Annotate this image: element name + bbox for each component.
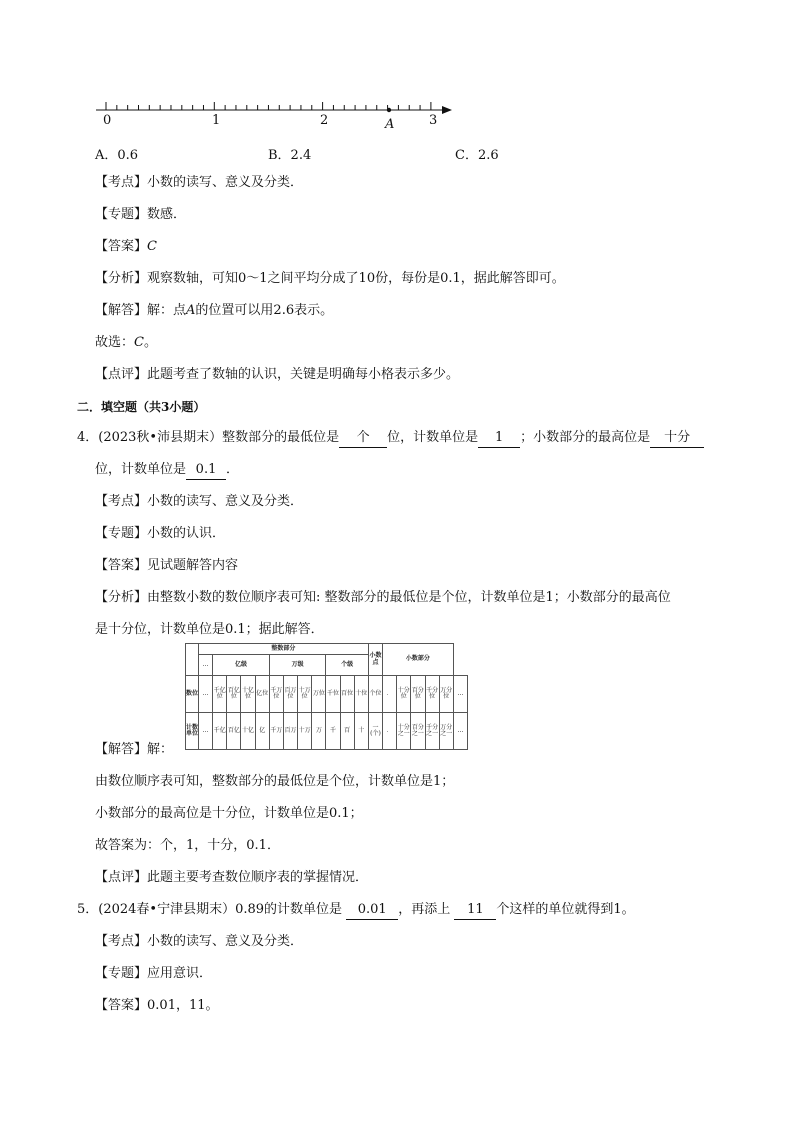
q4-kaodian: 【考点】小数的读写、意义及分类． [95,494,304,509]
place-cell: 万位 [312,676,326,713]
unit-cell: 十亿 [241,713,255,750]
q4-zhuanti: 【专题】小数的认识． [95,526,226,541]
tick-label-2: 2 [320,113,329,128]
number-line [90,96,460,136]
place-cell: 千分位 [425,676,439,713]
group-yi: 亿级 [213,655,270,676]
unit-cell: 千万 [269,713,283,750]
q4-blank-1[interactable]: 个 [339,429,387,448]
q4-stem: 4．(2023秋•沛县期末）整数部分的最低位是 个 位，计数单位是 1 ；小数部分的最高位是 十分 [77,429,704,448]
q3-zhuanti: 【专题】数感． [95,207,187,222]
place-cell: 百分位 [411,676,425,713]
q4-fenxi-cont: 是十分位，计数单位是0.1；据此解答． [95,622,324,637]
place-cell: 十位 [354,676,368,713]
place-cell: 千万位 [269,676,283,713]
unit-cell: 万 [312,713,326,750]
place-cell: … [199,676,213,713]
q5-kaodian: 【考点】小数的读写、意义及分类． [95,934,304,949]
place-cell: 十万位 [298,676,312,713]
point-a-label: A [385,117,395,132]
q4-jieda-1: 由数位顺序表可知，整数部分的最低位是个位，计数单位是1； [95,774,455,789]
q3-fenxi: 【分析】观察数轴，可知0～1之间平均分成了10份，每份是0.1，据此解答即可。 [95,271,565,286]
q4-jieda: 【解答】解： [95,742,174,757]
place-cell: 百亿位 [227,676,241,713]
q4-blank-2[interactable]: 1 [478,429,520,448]
place-cell: ． [383,676,397,713]
unit-cell: ． [383,713,397,750]
place-cell: 个位 [368,676,382,713]
place-cell: 百万位 [283,676,297,713]
q3-guxuan: 故选：C。 [95,335,157,350]
place-cell: 千位 [326,676,340,713]
group-wan: 万级 [269,655,326,676]
unit-cell: 百亿 [227,713,241,750]
q4-daan: 【答案】见试题解答内容 [95,558,239,573]
place-cell: 百位 [340,676,354,713]
unit-cell: … [453,713,467,750]
option-b: B．2.4 [268,148,312,163]
unit-cell: 百万 [283,713,297,750]
unit-cell: 一(个) [368,713,382,750]
option-a: A．0.6 [95,148,139,163]
group-ge: 个级 [326,655,368,676]
q5-blank-1[interactable]: 0.01 [346,901,398,920]
dot-head: 小数点 [368,644,382,676]
q3-daan: 【答案】C [95,239,157,254]
q3-dianping: 【点评】此题考查了数轴的认识，关键是明确每小格表示多少。 [95,367,460,382]
place-cell: 十分位 [397,676,411,713]
q4-blank-4[interactable]: 0.1 [186,461,226,480]
option-c: C．2.6 [455,148,499,163]
unit-cell: 亿 [255,713,269,750]
place-cell: 万分位 [439,676,453,713]
tick-label-0: 0 [103,113,112,128]
q4-fenxi: 【分析】由整数小数的数位顺序表可知: 整数部分的最低位是个位，计数单位是1；小数部分的最高位 [95,590,671,605]
place-value-table [185,643,468,750]
unit-cell: 千分之一 [425,713,439,750]
place-cell: 亿位 [255,676,269,713]
unit-cell: … [199,713,213,750]
row-label-shuwei: 数位 [186,676,199,713]
q5-blank-2[interactable]: 11 [454,901,496,920]
unit-cell: 十分之一 [397,713,411,750]
group-etc: … [199,655,213,676]
q4-dianping: 【点评】此题主要考查数位顺序表的掌握情况． [95,870,369,885]
q4-stem-cont: 位，计数单位是 0.1 ． [95,461,239,480]
unit-cell: 百分之一 [411,713,425,750]
q3-jieda: 【解答】解：点A的位置可以用2.6表示。 [95,303,334,318]
tick-label-3: 3 [429,113,438,128]
int-part-head: 整数部分 [199,644,369,655]
place-cell: 千亿位 [213,676,227,713]
q5-stem: 5．(2024春•宁津县期末）0.89的计数单位是 0.01 ，再添上 11 个这样的单位就得到1。 [77,901,635,920]
unit-cell: 千亿 [213,713,227,750]
q5-daan: 【答案】0.01，11。 [95,998,219,1013]
q4-jieda-2: 小数部分的最高位是十分位，计数单位是0.1； [95,806,363,821]
q4-blank-3[interactable]: 十分 [650,429,704,448]
tick-label-1: 1 [212,113,221,128]
q5-zhuanti: 【专题】应用意识． [95,966,213,981]
q4-jieda-3: 故答案为：个，1，十分，0.1． [95,838,280,853]
place-cell: … [453,676,467,713]
q3-kaodian: 【考点】小数的读写、意义及分类． [95,175,304,190]
dec-part-head: 小数部分 [383,644,454,676]
section-heading: 二．填空题（共3小题） [77,400,206,414]
unit-cell: 千 [326,713,340,750]
unit-cell: 十万 [298,713,312,750]
unit-cell: 万分之一 [439,713,453,750]
unit-cell: 百 [340,713,354,750]
place-cell: 十亿位 [241,676,255,713]
row-label-danwei: 计数单位 [186,713,199,750]
unit-cell: 十 [354,713,368,750]
